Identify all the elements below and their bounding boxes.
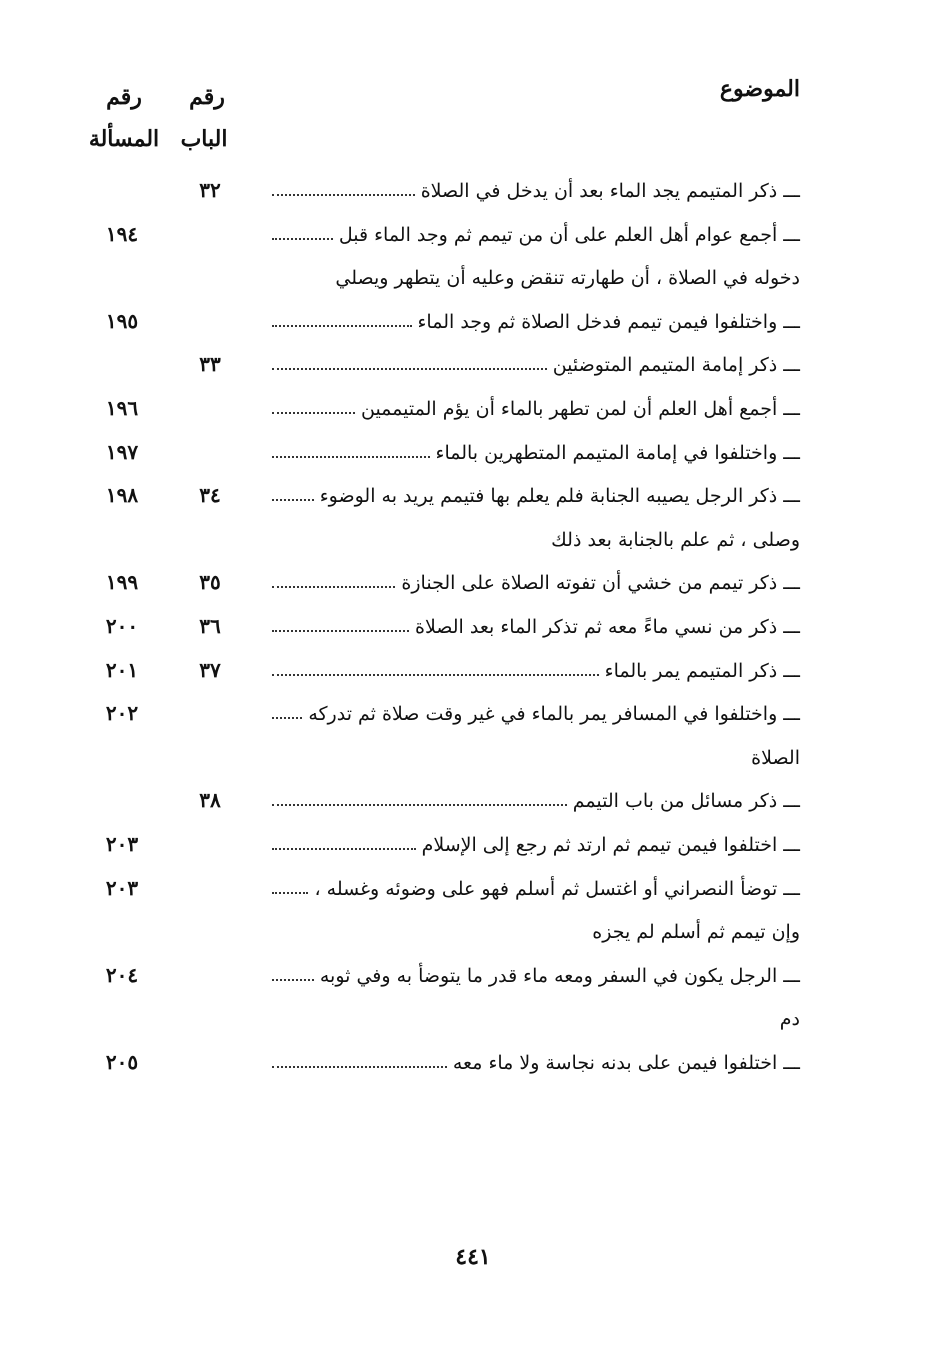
entry-title [272,953,800,987]
bab-number: ٣٧ [199,657,221,682]
page-number: ٤٤١ [455,1244,491,1270]
entry-text: دم [779,1008,800,1031]
entry-title [272,430,800,464]
entry-title [272,386,800,420]
bab-number [180,691,240,725]
dot-leader [272,325,412,327]
dot-leader [272,499,314,501]
header-bab-label: الباب [180,126,228,152]
entry-title [272,604,800,638]
entry-continuation [751,735,800,769]
entry-text: وصلى ، ثم علم بالجنابة بعد ذلك [551,528,800,551]
entry-title [272,691,800,725]
dot-leader [272,848,416,850]
entry-text: ـــ ذكر المتيمم يجد الماء بعد أن يدخل في الصلاة [420,180,800,202]
masala-number: ٢٠٠ [105,614,139,638]
bab-number [180,386,240,420]
dot-leader [272,804,567,806]
dot-leader [272,892,308,894]
entry-text: ـــ ذكر المتيمم يمر بالماء [604,659,800,682]
entry-title [272,299,800,333]
bab-number [180,212,240,246]
dot-leader [272,1066,447,1068]
entry-continuation [335,255,800,289]
bab-number: ٣٣ [199,352,221,377]
bab-number: ٣٢ [199,178,221,202]
masala-number: ١٩٩ [105,570,139,595]
masala-number: ١٩٤ [105,221,139,246]
entry-title [272,866,800,900]
entry-text: ـــ واختلفوا فيمن تيمم فدخل الصلاة ثم وجد الماء [417,310,800,333]
masala-number: ٢٠٣ [105,832,139,856]
entry-text: ـــ واختلفوا في إمامة المتيمم المتطهرين بالماء [435,441,800,464]
dot-leader [272,412,355,414]
masala-number: ١٩٨ [105,483,139,508]
bab-number [180,866,240,900]
entry-text: ـــ واختلفوا في المسافر يمر بالماء في غير وقت صلاة ثم تدركه [308,703,800,726]
entry-text: ـــ اختلفوا فيمن على بدنه نجاسة ولا ماء معه [452,1052,800,1074]
masala-number: ٢٠٣ [105,875,139,900]
masala-number: ٢٠١ [105,657,139,682]
entry-text: ـــ أجمع أهل العلم أن لمن تطهر بالماء أن يؤم المتيممين [360,398,800,420]
entry-title [272,822,800,856]
dot-leader [272,586,395,588]
dot-leader [272,717,302,719]
bab-number [180,822,240,856]
entry-text: ـــ الرجل يكون في السفر ومعه ماء قدر ما يتوضأ به وفي ثوبه [319,964,800,987]
masala-number: ١٩٧ [105,439,139,464]
bab-number [180,430,240,464]
dot-leader [272,368,547,370]
bab-number [180,953,240,987]
dot-leader [272,194,415,196]
entry-title [272,168,800,202]
dot-leader [272,979,314,981]
entry-text: ـــ ذكر من نسي ماءً معه ثم تذكر الماء بعد الصلاة [415,616,800,638]
masala-number [82,778,162,812]
entry-text: ـــ أجمع عوام أهل العلم على أن من تيمم ثم وجد الماء قبل [338,223,800,246]
bab-number: ٣٨ [199,788,221,813]
dot-leader [272,674,599,676]
dot-leader [272,238,333,240]
bab-number: ٣٥ [199,570,221,595]
masala-number [82,168,162,202]
masala-number [82,342,162,376]
masala-number: ١٩٦ [105,396,139,420]
entry-title [272,212,800,246]
header-masala-number: رقم [106,84,142,110]
entry-continuation [592,909,800,943]
entry-text: ـــ توضأ النصراني أو اغتسل ثم أسلم فهو على وضوئه وغسله ، [314,877,800,900]
masala-number: ٢٠٤ [105,962,139,987]
dot-leader [272,630,409,632]
entry-text: ـــ ذكر الرجل يصيبه الجنابة فلم يعلم بها فتيمم يريد به الوضوء [319,485,800,508]
masala-number: ٢٠٢ [105,701,139,726]
entry-title [272,342,800,376]
dot-leader [272,456,430,458]
header-bab-number: رقم [189,84,225,110]
bab-number: ٣٤ [199,483,221,508]
entry-title [272,473,800,507]
entry-continuation [551,517,800,551]
entry-text: ـــ ذكر تيمم من خشي أن تفوته الصلاة على الجنازة [401,572,800,595]
entry-title [272,560,800,594]
entry-text: وإن تيمم ثم أسلم لم يجزه [592,921,800,944]
masala-number: ١٩٥ [105,308,139,333]
bab-number [180,299,240,333]
entry-title [272,778,800,812]
masala-number: ٢٠٥ [105,1050,139,1074]
entry-text: ـــ اختلفوا فيمن تيمم ثم ارتد ثم رجع إلى الإسلام [421,834,800,856]
bab-number [180,1040,240,1074]
entry-title [272,1040,800,1074]
bab-number: ٣٦ [199,614,221,638]
entry-continuation [780,996,800,1030]
entry-text: ـــ ذكر مسائل من باب التيمم [572,790,800,813]
entry-title [272,648,800,682]
entry-text: دخوله في الصلاة ، أن طهارته تنقض وعليه أن يتطهر ويصلي [335,267,800,290]
entry-text: ـــ ذكر إمامة المتيمم المتوضئين [552,354,800,377]
entry-text: الصلاة [751,746,800,769]
header-topic: الموضوع [719,76,800,102]
header-masala-label: المسألة [88,126,160,152]
